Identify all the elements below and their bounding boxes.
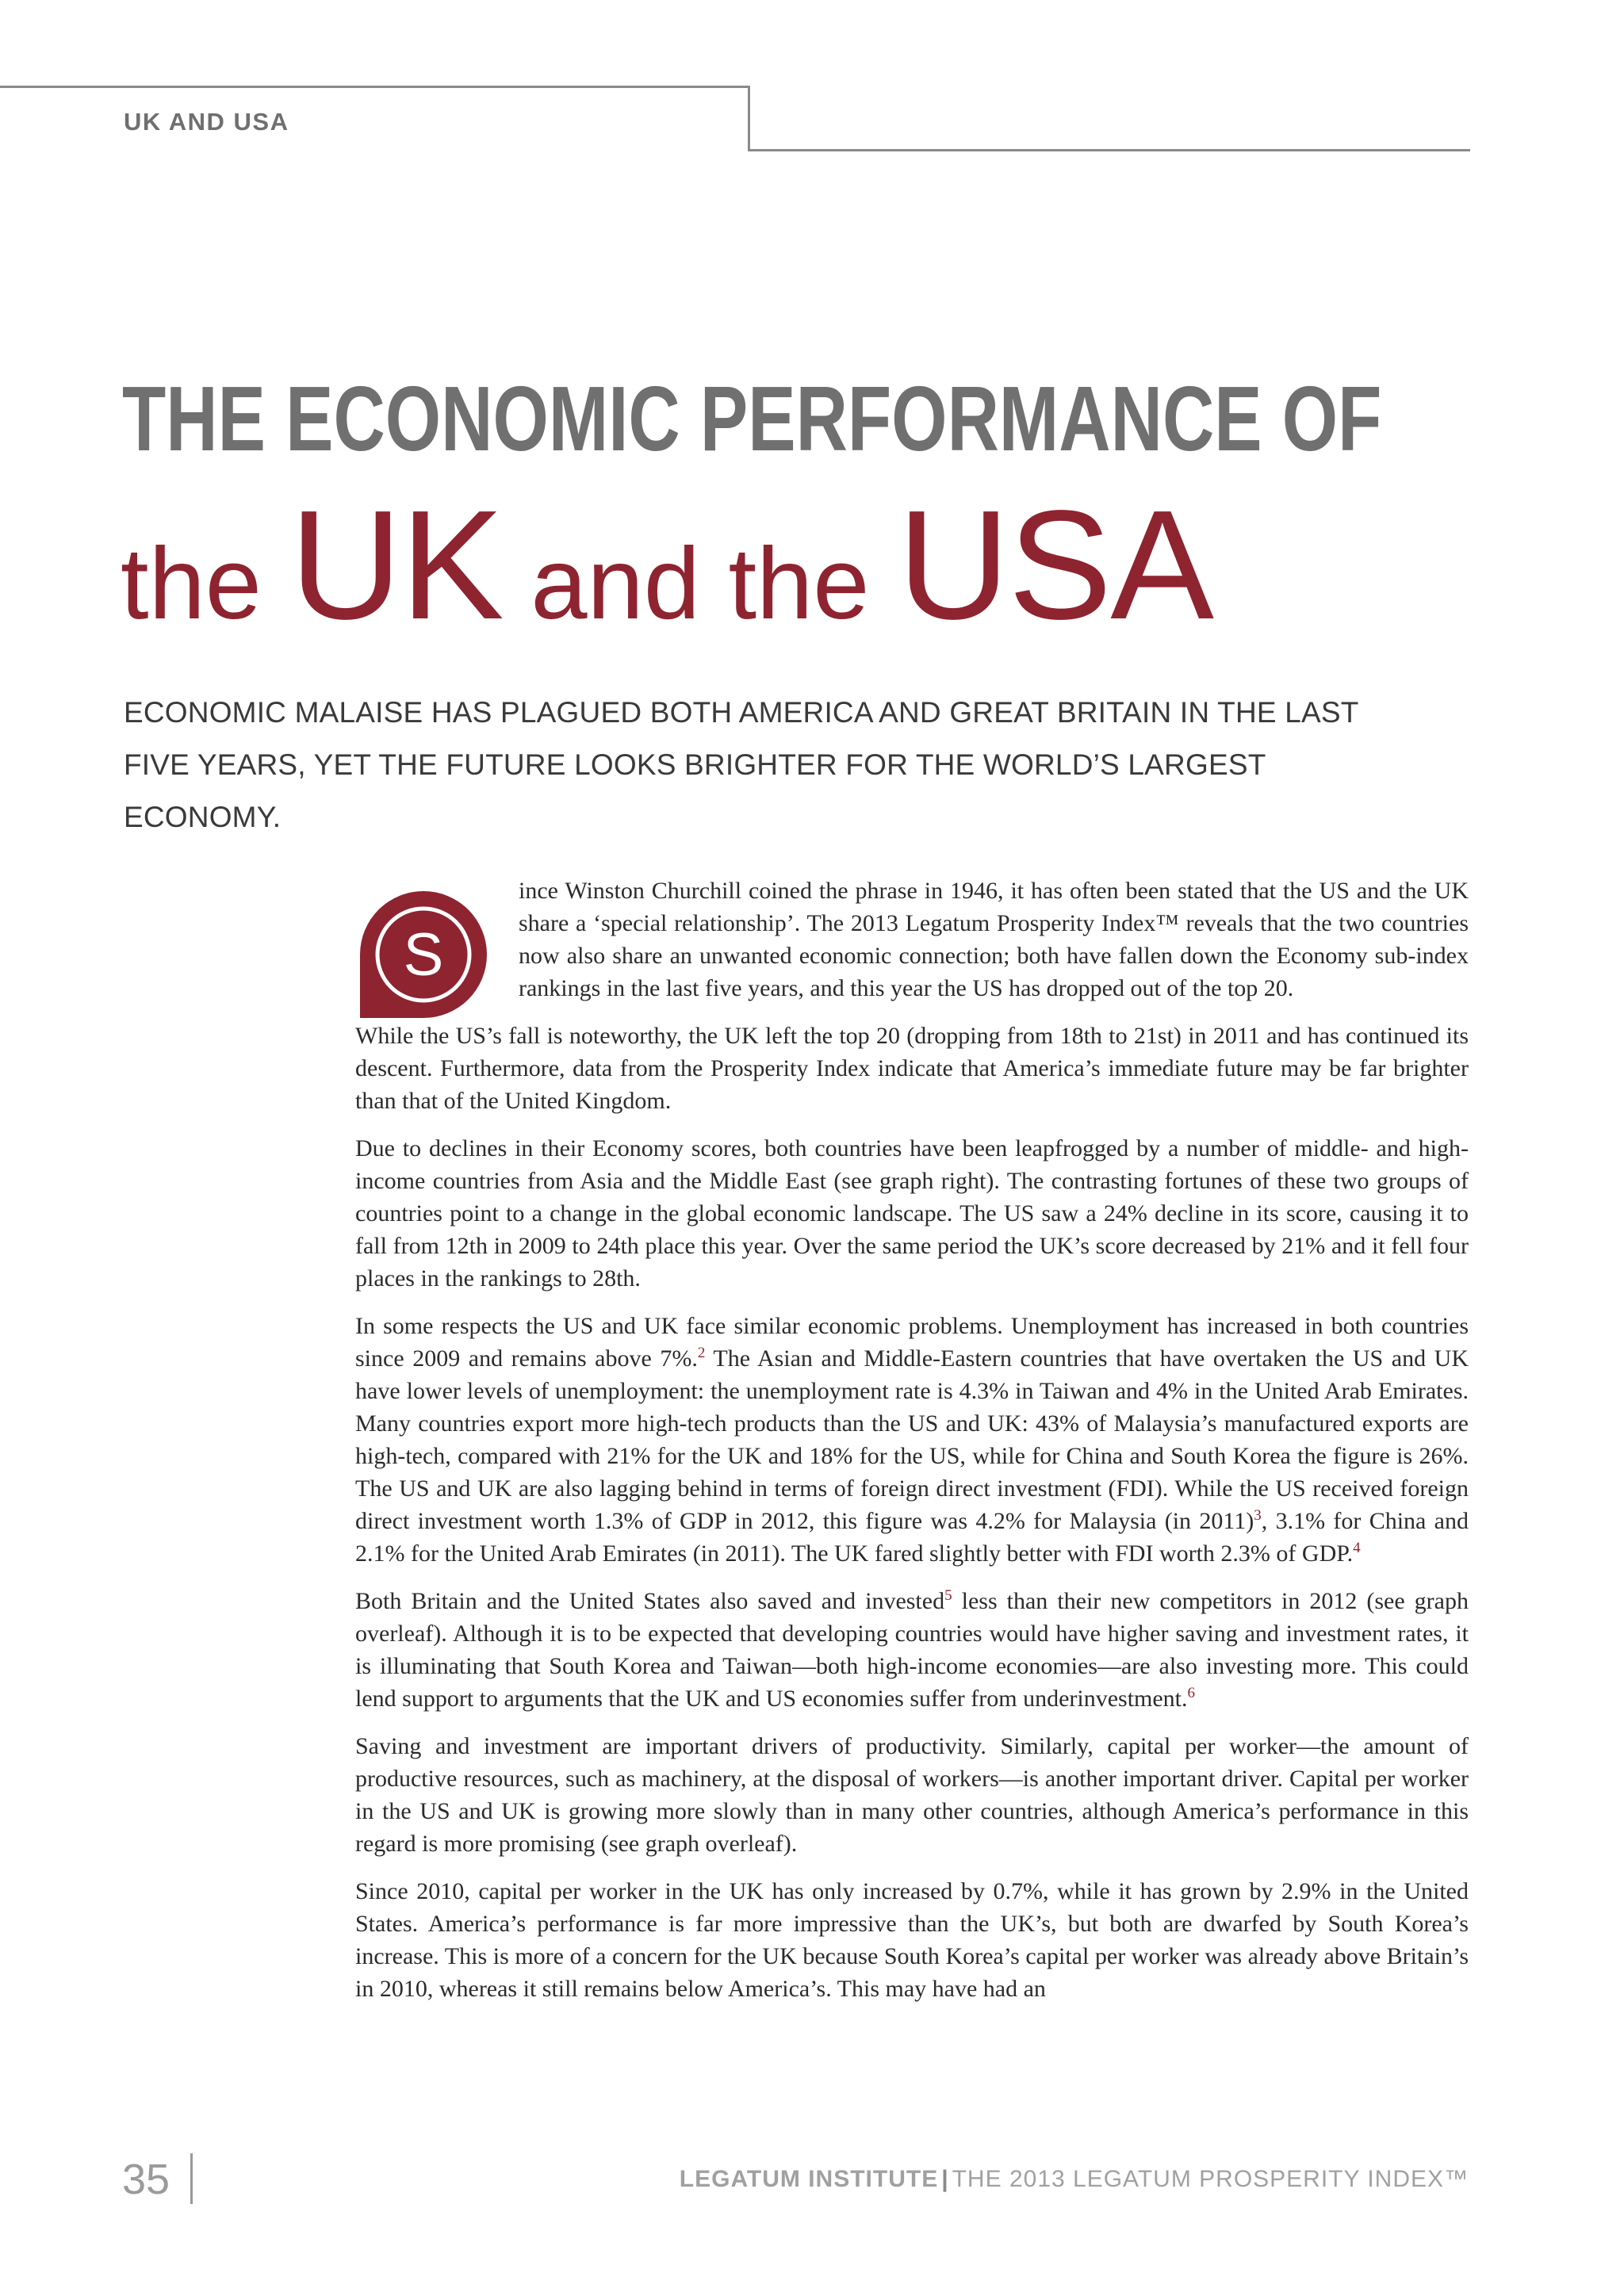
footer-publication bbox=[680, 2166, 1469, 2193]
paragraph-5: Both Britain and the United States also saved and invested$^5$ less than their new competitors in 2012 (see graph overleaf). Although it is to be expected that developing countries would have higher saving and investment rates, it is illuminating that South Korea and Taiwan—both high-income economies—are also investing more. This could lend support to arguments that the UK and US economies suffer from underinvestment.$^6$ bbox=[355, 1587, 1469, 1712]
paragraph-1: ince Winston Churchill coined the phrase in 1946, it has often been stated that the US and the UK share a ‘special relationship’. The 2013 Legatum Prosperity Index™ reveals that the two countries now also share an unwanted economic connection; both have fallen down the Economy sub-index rankings in the last five years, and this year the US has dropped out of the top 20. bbox=[519, 878, 1469, 1001]
paragraph-6: Saving and investment are important drivers of productivity. Similarly, capital per worker—the amount of productive resources, such as machinery, at the disposal of workers—is another important driver. Capital per worker in the US and UK is growing more slowly than in many other countries, although America’s performance in this regard is more promising (see graph overleaf). bbox=[355, 1733, 1469, 1857]
footnote-ref-6[interactable]: 6 bbox=[1187, 1685, 1196, 1701]
header-rule-tick bbox=[748, 86, 750, 151]
footer-title: THE 2013 LEGATUM PROSPERITY INDEX™ bbox=[952, 2166, 1469, 2192]
headline-line-2 bbox=[121, 478, 1212, 662]
standfirst bbox=[124, 687, 1361, 844]
footer-separator: | bbox=[941, 2166, 949, 2192]
footnote-ref-2[interactable]: 2 bbox=[697, 1345, 706, 1361]
article-body bbox=[355, 874, 1469, 2020]
headline-and-the: and the bbox=[502, 527, 898, 641]
headline-line-1: THE ECONOMIC PERFORMANCE OF bbox=[122, 367, 1382, 470]
paragraph-7: Since 2010, capital per worker in the UK has only increased by 0.7%, while it has grown by 2.9% in the United States. America’s performance is far more impressive than the UK’s, but both are dwarfed by South Korea’s increase. This is more of a concern for the UK because South Korea’s capital per worker was already above Britain’s in 2010, whereas it still remains below America’s. This may have had an bbox=[355, 1878, 1469, 2002]
section-label: UK AND USA bbox=[124, 108, 289, 136]
paragraph-3: Due to declines in their Economy scores, both countries have been leapfrogged by a number of middle- and high-income countries from Asia and the Middle East (see graph right). The contrasting fortunes of these two groups of countries point to a change in the global economic landscape. The US saw a 24% decline in its score, causing it to fall from 12th in 2009 to 24th place this year. Over the same period the UK’s score decreased by 21% and it fell four places in the rankings to 28th. bbox=[355, 1135, 1469, 1292]
dropcap-letter: S bbox=[403, 921, 444, 989]
standfirst-line-1: ECONOMIC MALAISE HAS PLAGUED BOTH AMERICA AND GREAT BRITAIN IN THE LAST bbox=[124, 696, 1359, 729]
headline-the: the bbox=[121, 527, 290, 641]
headline-usa: USA bbox=[897, 478, 1212, 652]
header-rule-left bbox=[0, 86, 750, 88]
header-rule-right bbox=[748, 149, 1470, 151]
page-number: 35 bbox=[122, 2156, 170, 2203]
standfirst-line-2: FIVE YEARS, YET THE FUTURE LOOKS BRIGHTER FOR THE WORLD’S LARGEST ECONOMY. bbox=[124, 748, 1266, 833]
footer-org: LEGATUM INSTITUTE bbox=[679, 2166, 939, 2192]
page-number-divider bbox=[190, 2153, 193, 2204]
paragraph-2: While the US’s fall is noteworthy, the UK left the top 20 (dropping from 18th to 21st) in 2011 and has continued its descent. Furthermore, data from the Prosperity Index indicate that America’s immediate future may be far brighter than that of the United Kingdom. bbox=[355, 1023, 1469, 1114]
footnote-ref-4[interactable]: 4 bbox=[1353, 1540, 1361, 1556]
headline-uk: UK bbox=[289, 478, 503, 652]
footnote-ref-3[interactable]: 3 bbox=[1254, 1507, 1262, 1524]
footnote-ref-5[interactable]: 5 bbox=[944, 1587, 952, 1604]
paragraph-4: In some respects the US and UK face similar economic problems. Unemployment has increased in both countries since 2009 and remains above 7%.$^2$ The Asian and Middle-Eastern countries that have overtaken the US and UK have lower levels of unemployment: the unemployment rate is 4.3% in Taiwan and 4% in the United Arab Emirates. Many countries export more high-tech products than the US and UK: 43% of Malaysia’s manufactured exports are high-tech, compared with 21% for the UK and 18% for the US, while for China and South Korea the figure is 26%. The US and UK are also lagging behind in terms of foreign direct investment (FDI). While the US received foreign direct investment worth 1.3% of GDP in 2012, this figure was 4.2% for Malaysia (in 2011)$^3$, 3.1% for China and 2.1% for the United Arab Emirates (in 2011). The UK fared slightly better with FDI worth 2.3% of GDP.$^4$ bbox=[355, 1313, 1469, 1567]
